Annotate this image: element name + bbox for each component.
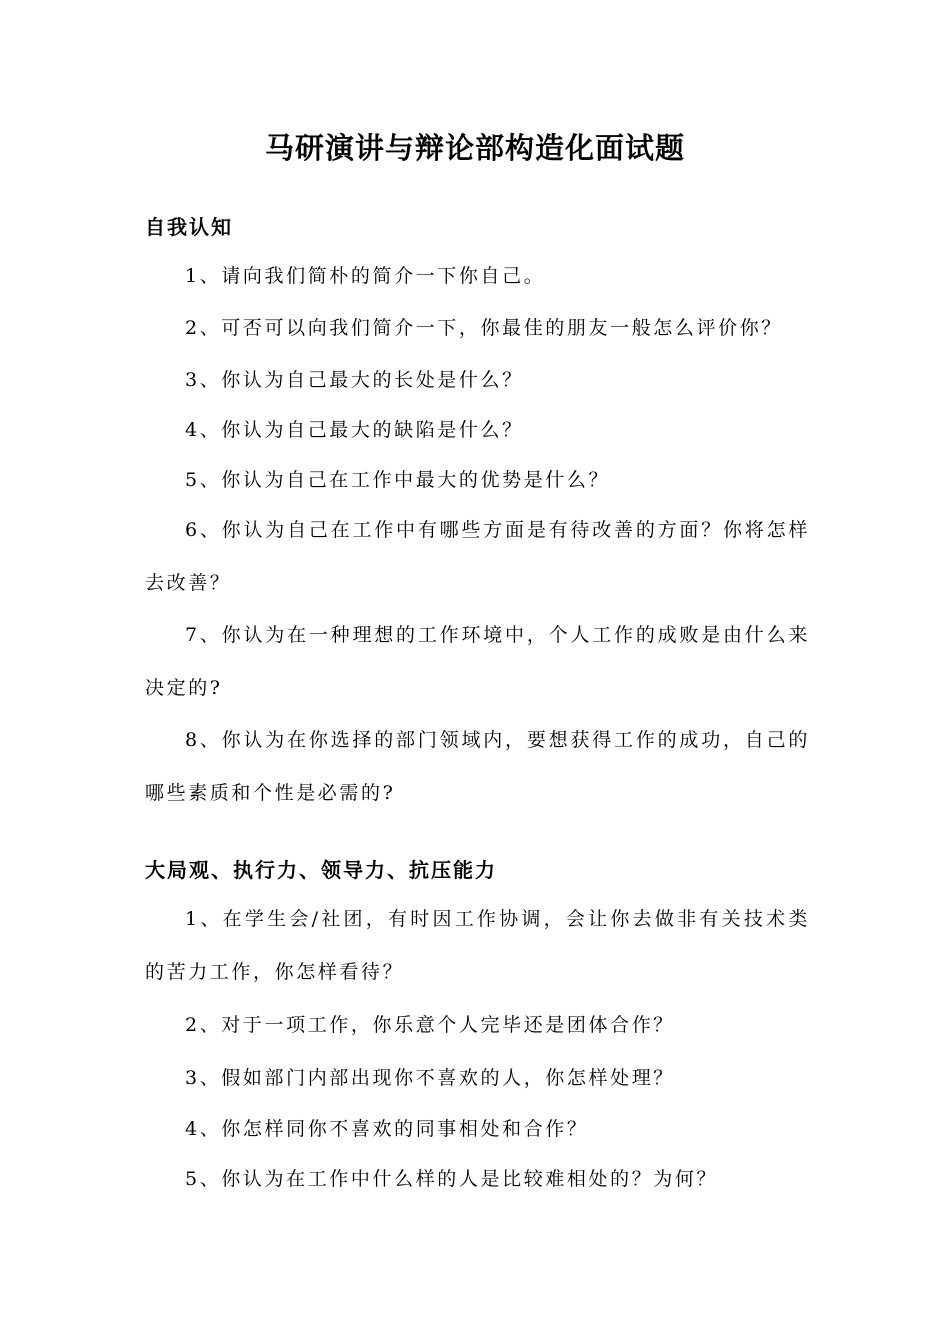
question-item: 3、假如部门内部出现你不喜欢的人，你怎样处理？ bbox=[185, 1067, 675, 1089]
question-item: 2、可否可以向我们简介一下，你最佳的朋友一般怎么评价你？ bbox=[185, 317, 783, 339]
question-item: 6、你认为自己在工作中有哪些方面是有待改善的方面？你将怎样去改善？ bbox=[145, 519, 810, 594]
question-item: 4、你认为自己最大的缺陷是什么？ bbox=[185, 419, 524, 441]
question-item: 5、你认为自己在工作中最大的优势是什么？ bbox=[185, 469, 611, 491]
question-item: 7、你认为在一种理想的工作环境中，个人工作的成败是由什么来决定的? bbox=[145, 624, 810, 699]
question-item: 4、你怎样同你不喜欢的同事相处和合作？ bbox=[185, 1118, 589, 1140]
question-item: 1、请向我们简朴的简介一下你自己。 bbox=[185, 265, 546, 287]
question-item: 2、对于一项工作，你乐意个人完毕还是团体合作？ bbox=[185, 1014, 675, 1036]
question-item: 5、你认为在工作中什么样的人是比较难相处的？为何？ bbox=[185, 1168, 719, 1190]
section-heading-self-awareness: 自我认知 bbox=[145, 215, 233, 239]
question-item: 8、你认为在你选择的部门领域内，要想获得工作的成功，自己的哪些素质和个性是必需的? bbox=[145, 729, 810, 804]
page-title: 马研演讲与辩论部构造化面试题 bbox=[264, 131, 685, 165]
question-item: 3、你认为自己最大的长处是什么？ bbox=[185, 369, 524, 391]
section-heading-leadership: 大局观、执行力、领导力、抗压能力 bbox=[145, 858, 497, 882]
question-item: 1、在学生会/社团，有时因工作协调，会让你去做非有关技术类的苦力工作，你怎样看待？ bbox=[145, 908, 810, 983]
